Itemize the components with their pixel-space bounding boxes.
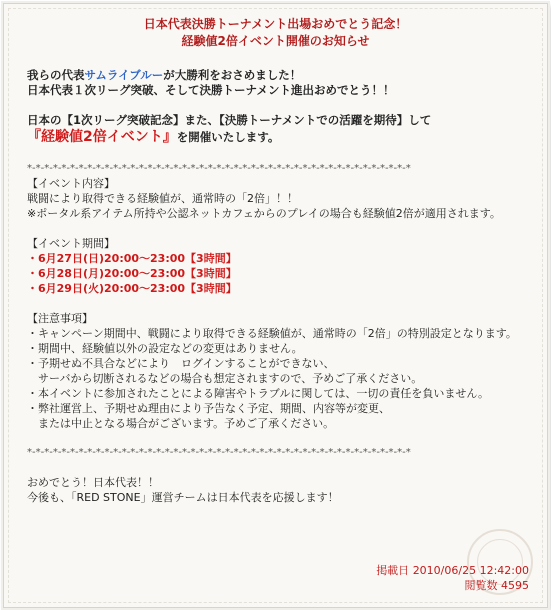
- notes-line: ・本イベントに参加されたことによる障害やトラブルに関しては、一切の責任を負いません。: [27, 387, 489, 400]
- notes-heading: 【注意事項】: [27, 312, 93, 325]
- notes-line: ・予期せぬ不具合などにより ログインすることができない、: [27, 357, 335, 370]
- post-meta: [376, 563, 529, 593]
- event-period-item: ・6月27日(日)20:00～23:00【3時間】: [27, 252, 237, 265]
- event-period-heading: 【イベント期間】: [27, 237, 115, 250]
- intro-text: を開催いたします。: [176, 130, 280, 144]
- title-line-1: 日本代表決勝トーナメント出場おめでとう記念！: [143, 17, 408, 31]
- posted-label: 掲載日: [376, 564, 410, 577]
- event-content-line: 戦闘により取得できる経験値が、通常時の「2倍」！！: [27, 192, 298, 205]
- notes-line: サーバから切断されるなどの場合も想定されますので、予めご了承ください。: [27, 372, 423, 385]
- event-period-item: ・6月28日(月)20:00～23:00【3時間】: [27, 267, 237, 280]
- event-content-line: ※ポータル系アイテム所持や公認ネットカフェからのプレイの場合も経験値2倍が適用されます。: [27, 207, 501, 220]
- event-content-heading: 【イベント内容】: [27, 177, 115, 190]
- notes-line: ・弊社運営上、予期せぬ理由により予告なく予定、期間、内容等が変更、: [27, 402, 390, 415]
- separator: *-*-*-*-*-*-*-*-*-*-*-*-*-*-*-*-*-*-*-*-*-*-*-*-*-*-*-*-*-*-*-*-*-*-*-*-*-*-*-*-*-*-*-*-*: [27, 163, 411, 174]
- intro-line-3: 日本の【1次リーグ突破記念】また、【決勝トーナメントでの活躍を期待】して: [27, 113, 432, 127]
- intro-text: 我らの代表: [27, 68, 85, 82]
- intro-line-4: [27, 128, 537, 147]
- notice-body: [27, 68, 537, 505]
- separator: *-*-*-*-*-*-*-*-*-*-*-*-*-*-*-*-*-*-*-*-*-*-*-*-*-*-*-*-*-*-*-*-*-*-*-*-*-*-*-*-*-*-*-*-*: [27, 447, 411, 458]
- notes-line: または中止となる場合がございます。予めご了承ください。: [27, 417, 335, 430]
- notice-title: [4, 16, 547, 50]
- posted-date: [376, 563, 529, 578]
- notice-paper: [3, 3, 548, 608]
- event-period-item: ・6月29日(火)20:00～23:00【3時間】: [27, 282, 237, 295]
- closing-line-1: おめでとう！日本代表！！: [27, 476, 159, 489]
- views-value: 4595: [501, 579, 529, 592]
- intro-text: が大勝利をおさめました！: [163, 68, 302, 82]
- view-count: [376, 578, 529, 593]
- posted-value: 2010/06/25 12:42:00: [412, 564, 529, 577]
- intro-line-2: 日本代表１次リーグ突破、そして決勝トーナメント進出おめでとう！！: [27, 83, 395, 97]
- notes-line: ・キャンペーン期間中、戦闘により取得できる経験値が、通常時の「2倍」の特別設定となります。: [27, 327, 517, 340]
- event-name: 『経験値2倍イベント』: [27, 129, 177, 145]
- closing-line-2: 今後も、「RED STONE」運営チームは日本代表を応援します！: [27, 491, 339, 504]
- views-label: 閲覧数: [464, 579, 498, 592]
- intro-line-1: [27, 68, 537, 83]
- team-name: サムライブルー: [84, 68, 164, 82]
- notes-line: ・期間中、経験値以外の設定などの変更はありません。: [27, 342, 303, 355]
- title-line-2: 経験値2倍イベント開催のお知らせ: [181, 34, 370, 48]
